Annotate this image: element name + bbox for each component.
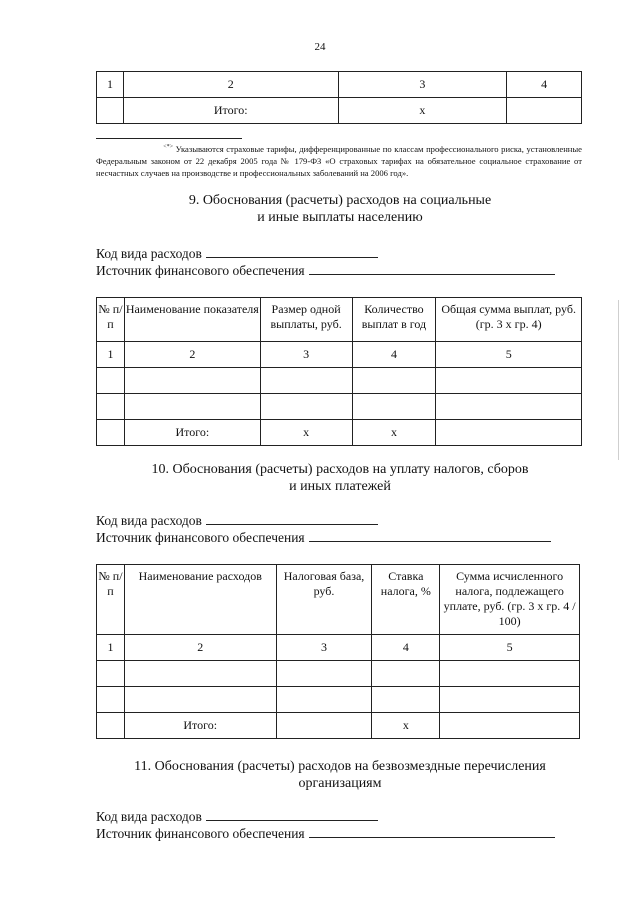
table-cell: 2: [124, 342, 260, 368]
table-cell: [97, 420, 125, 446]
section-11-code-field: [96, 808, 378, 825]
section-10-table: [96, 564, 580, 739]
table-cell: [352, 394, 436, 420]
table-cell: [436, 394, 582, 420]
table-row: [97, 635, 580, 661]
table-row: [97, 72, 582, 98]
section-11-title: [70, 758, 610, 792]
table-cell: [260, 394, 352, 420]
section-title-line: и иные выплаты населению: [257, 210, 423, 225]
table-cell: x: [372, 713, 440, 739]
footnote-separator: [96, 138, 242, 139]
footnote-text: Указываются страховые тарифы, дифференцированные по классам профессионального риска, установленные Федеральным законом от 22 декабря 2005 года № 179-ФЗ «О страховых тарифах на обязательное социальное страхование от несчастных случаев на производстве и профессиональных заболеваний на 2006 год».: [96, 143, 582, 179]
table-cell: [440, 687, 580, 713]
top-table: [96, 71, 582, 124]
table-cell: 5: [440, 635, 580, 661]
table-cell: 3: [338, 72, 507, 98]
table-cell: [372, 661, 440, 687]
table-cell: 4: [507, 72, 582, 98]
column-header: Налоговая база, руб.: [276, 565, 372, 635]
fill-line: [206, 245, 378, 258]
table-cell: [507, 98, 582, 124]
fill-line: [206, 512, 378, 525]
section-10-code-field: [96, 512, 378, 529]
table-cell: [276, 661, 372, 687]
table-cell: 3: [276, 635, 372, 661]
section-10-title: [90, 461, 590, 495]
column-header: Сумма исчисленного налога, подлежащего уплате, руб. (гр. 3 x гр. 4 / 100): [440, 565, 580, 635]
table-cell: [124, 368, 260, 394]
table-header-row: [97, 565, 580, 635]
table-cell: x: [338, 98, 507, 124]
table-cell: 4: [372, 635, 440, 661]
table-cell: Итого:: [123, 98, 338, 124]
table-cell: 5: [436, 342, 582, 368]
fill-line: [309, 529, 551, 542]
table-cell: [97, 394, 125, 420]
column-header: Ставка налога, %: [372, 565, 440, 635]
column-header: Наименование показателя: [124, 298, 260, 342]
table-row: [97, 342, 582, 368]
table-row: [97, 394, 582, 420]
table-cell: [97, 368, 125, 394]
column-header: № п/п: [97, 298, 125, 342]
table-cell: [436, 420, 582, 446]
footnote-marker: <*>: [163, 144, 174, 150]
field-label: Код вида расходов: [96, 246, 202, 261]
table-cell: [260, 368, 352, 394]
section-9-title: [90, 192, 590, 226]
table-cell: 4: [352, 342, 436, 368]
field-label: Источник финансового обеспечения: [96, 530, 305, 545]
table-row: [97, 98, 582, 124]
table-cell: 2: [124, 635, 276, 661]
section-title-line: и иных платежей: [289, 479, 391, 494]
table-row: [97, 687, 580, 713]
table-cell: [276, 713, 372, 739]
table-cell: [436, 368, 582, 394]
table-cell: [97, 98, 124, 124]
table-row: [97, 420, 582, 446]
column-header: № п/п: [97, 565, 125, 635]
column-header: Размер одной выплаты, руб.: [260, 298, 352, 342]
table-cell: x: [352, 420, 436, 446]
column-header: Наименование расходов: [124, 565, 276, 635]
table-row: [97, 661, 580, 687]
table-cell: x: [260, 420, 352, 446]
table-cell: [124, 661, 276, 687]
section-10-source-field: [96, 529, 551, 546]
column-header: Количество выплат в год: [352, 298, 436, 342]
section-title-line: 11. Обоснования (расчеты) расходов на безвозмездные перечисления: [134, 759, 546, 774]
table-row: [97, 713, 580, 739]
table-cell: [124, 394, 260, 420]
fill-line: [309, 825, 555, 838]
field-label: Источник финансового обеспечения: [96, 263, 305, 278]
fill-line: [309, 262, 555, 275]
table-header-row: [97, 298, 582, 342]
section-9-table: [96, 297, 582, 446]
table-cell: [124, 687, 276, 713]
section-title-line: организациям: [298, 776, 382, 791]
page-number: 24: [314, 41, 326, 53]
table-cell: Итого:: [124, 713, 276, 739]
field-label: Источник финансового обеспечения: [96, 826, 305, 841]
table-cell: [97, 687, 125, 713]
section-11-source-field: [96, 825, 555, 842]
table-cell: [97, 713, 125, 739]
scan-edge-line: [618, 300, 619, 460]
fill-line: [206, 808, 378, 821]
field-label: Код вида расходов: [96, 809, 202, 824]
field-label: Код вида расходов: [96, 513, 202, 528]
column-header: Общая сумма выплат, руб. (гр. 3 x гр. 4): [436, 298, 582, 342]
table-row: [97, 368, 582, 394]
section-title-line: 10. Обоснования (расчеты) расходов на уплату налогов, сборов: [151, 462, 529, 477]
table-cell: [372, 687, 440, 713]
section-9-code-field: [96, 245, 378, 262]
table-cell: 2: [123, 72, 338, 98]
table-cell: [276, 687, 372, 713]
table-cell: 3: [260, 342, 352, 368]
table-cell: Итого:: [124, 420, 260, 446]
table-cell: 1: [97, 635, 125, 661]
table-cell: [97, 661, 125, 687]
table-cell: [352, 368, 436, 394]
footnote: [96, 141, 582, 180]
table-cell: 1: [97, 72, 124, 98]
section-9-source-field: [96, 262, 555, 279]
section-title-line: 9. Обоснования (расчеты) расходов на социальные: [188, 193, 492, 208]
table-cell: [440, 713, 580, 739]
table-cell: 1: [97, 342, 125, 368]
table-cell: [440, 661, 580, 687]
